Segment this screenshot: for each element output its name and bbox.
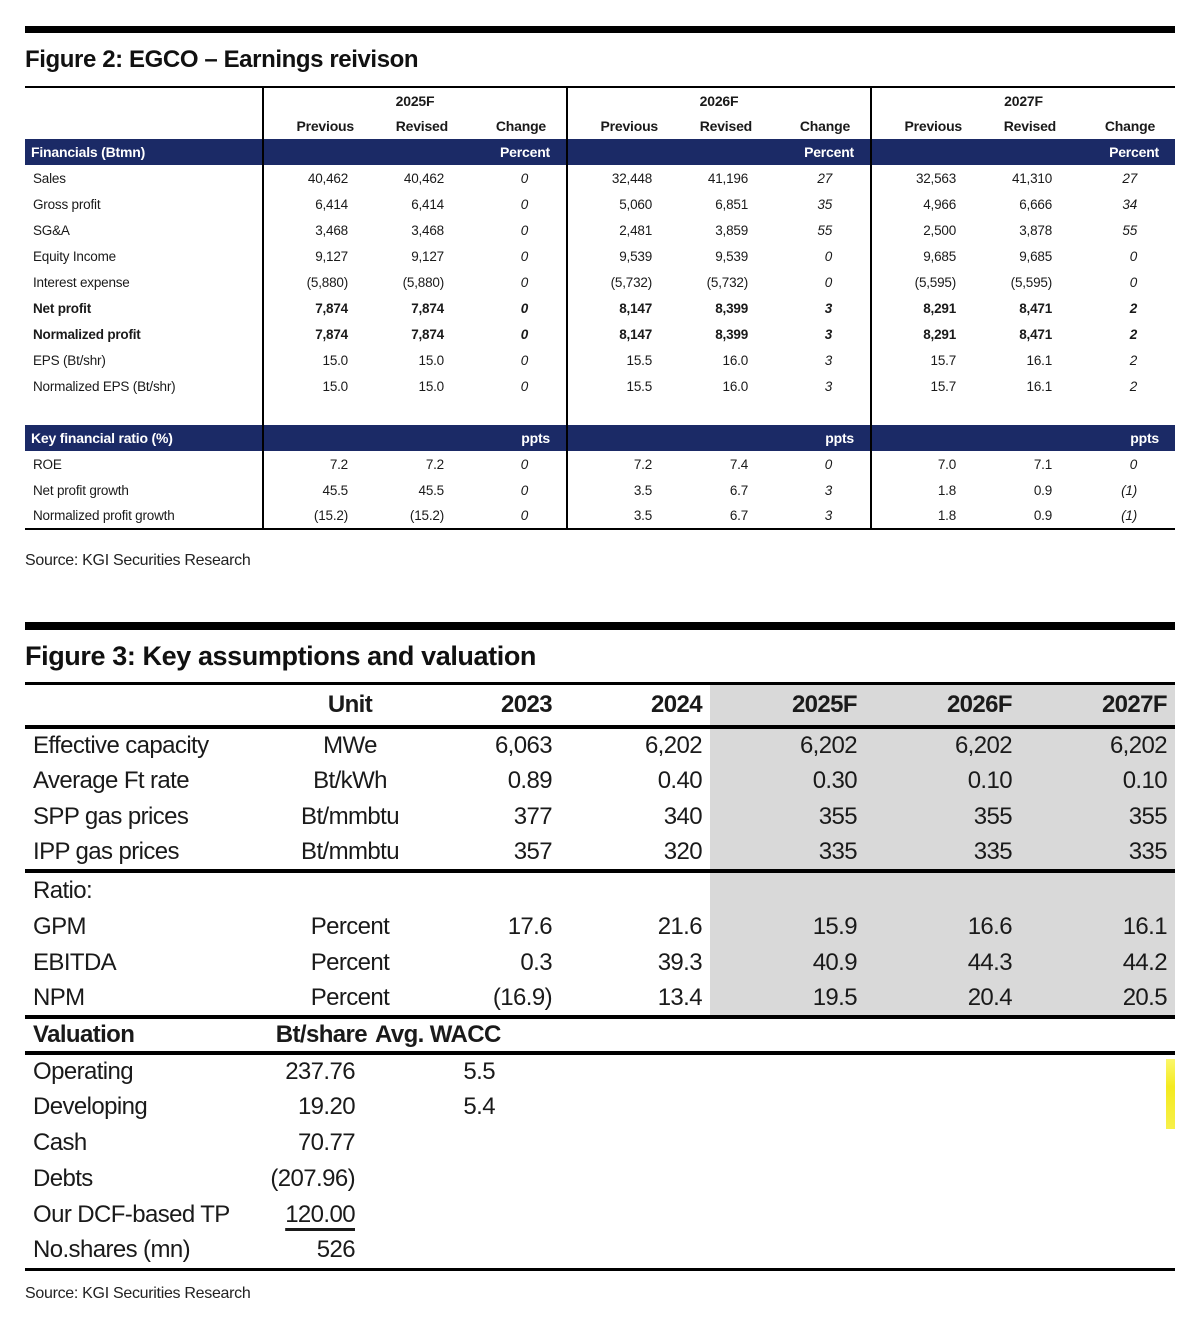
cell-revised: 7,874: [411, 300, 444, 316]
table-row: [25, 451, 1175, 477]
cell-change: 3: [824, 352, 833, 368]
table-row: [25, 1161, 1175, 1197]
row-label: Cash: [33, 1129, 87, 1156]
cell-2027f: [1020, 873, 1175, 909]
row-label: Developing: [33, 1093, 148, 1120]
cell-2025f: [710, 873, 865, 909]
cell-unit: Bt/mmbtu: [301, 803, 399, 830]
cell-previous: (5,595): [871, 269, 976, 295]
cell-2023: 0.89: [507, 767, 552, 794]
divider: [25, 622, 1175, 630]
band-unit: ppts: [871, 425, 1175, 451]
cell-change: 27: [1122, 170, 1138, 186]
table-row: [25, 945, 1175, 981]
cell-previous: 8,147: [567, 321, 672, 347]
cell-2024: 340: [663, 803, 702, 830]
table-row: [25, 191, 1175, 217]
figure3-source: Source: KGI Securities Research: [25, 1284, 251, 1302]
cell-previous: 15.0: [263, 373, 368, 399]
row-label: SG&A: [33, 222, 70, 238]
cell-wacc: [375, 1125, 505, 1161]
empty-cell: [871, 399, 1175, 425]
cell-change: 0: [520, 326, 529, 342]
cell-change: 0: [1129, 274, 1138, 290]
row-label: Normalized profit growth: [33, 508, 175, 523]
figure2-title: Figure 2: EGCO – Earnings reivison: [25, 46, 419, 73]
cell-2027f: 6,202: [1020, 727, 1175, 763]
table-row: [25, 799, 1175, 835]
cell-previous: 7,874: [263, 321, 368, 347]
cell-2027f: 20.5: [1020, 981, 1175, 1017]
table-row: [25, 477, 1175, 503]
cell-previous: 3.5: [567, 477, 672, 503]
cell-change: 55: [817, 222, 833, 238]
cell-btshare: 70.77: [297, 1129, 355, 1156]
table-row: [25, 217, 1175, 243]
cell-2027f: 355: [1020, 799, 1175, 835]
cell-unit: Percent: [310, 913, 390, 940]
cell-unit: Bt/mmbtu: [301, 838, 399, 865]
col-header-previous: Previous: [567, 113, 672, 139]
cell-revised: 0.9: [1033, 482, 1053, 498]
cell-change: (1): [1121, 482, 1138, 498]
cell-change: 2: [1129, 378, 1138, 394]
cell-change: 55: [1122, 222, 1138, 238]
cell-previous: 4,966: [871, 191, 976, 217]
row-label: Ratio:: [33, 877, 93, 904]
cell-change: 0: [520, 196, 529, 212]
cell-change: 0: [824, 274, 833, 290]
cell-revised: 7.2: [425, 456, 444, 472]
cell-revised: 6.7: [729, 508, 749, 523]
col-header-revised: Revised: [1003, 118, 1057, 134]
cell-change: 2: [1129, 352, 1138, 368]
col-header-revised: Revised: [395, 118, 448, 134]
table-row: [25, 243, 1175, 269]
band-unit: Percent: [871, 139, 1175, 165]
table-row: [25, 727, 1175, 763]
cell-previous: 45.5: [263, 477, 368, 503]
table-row: [25, 165, 1175, 191]
cell-previous: 15.0: [263, 347, 368, 373]
cell-revised: 8,399: [715, 326, 749, 342]
cell-2025f: 355: [710, 799, 865, 835]
table-row: [25, 1125, 1175, 1161]
cell-2023: (16.9): [492, 984, 552, 1011]
row-label: EBITDA: [33, 949, 117, 976]
cell-revised: 6.7: [729, 482, 749, 498]
highlight-marker: [1166, 1059, 1175, 1129]
empty-cell: [505, 1053, 1175, 1089]
cell-change: 27: [817, 170, 833, 186]
band-unit: Percent: [567, 139, 871, 165]
cell-revised: 7,874: [411, 326, 444, 342]
cell-revised: 0.9: [1033, 508, 1053, 523]
empty-cell: [25, 113, 263, 139]
year-header: 2027F: [871, 87, 1175, 113]
cell-previous: 9,685: [871, 243, 976, 269]
col-header-previous: Previous: [871, 113, 976, 139]
row-label: Average Ft rate: [33, 767, 189, 794]
cell-change: 3: [824, 300, 833, 316]
cell-previous: 32,448: [567, 165, 672, 191]
valuation-header-row: [25, 1019, 1175, 1053]
row-label: Net profit: [33, 300, 91, 316]
cell-revised: 6,666: [1019, 196, 1053, 212]
col-header-valuation: Valuation: [25, 1019, 265, 1053]
row-label: Debts: [33, 1165, 93, 1192]
table-row: [25, 269, 1175, 295]
cell-change: 0: [520, 352, 529, 368]
cell-btshare: 120.00: [285, 1201, 355, 1228]
cell-2026f: 16.6: [865, 909, 1020, 945]
cell-2026f: [865, 873, 1020, 909]
col-header-change: Change: [495, 118, 547, 134]
table-row: [25, 503, 1175, 529]
cell-2024: 21.6: [657, 913, 702, 940]
table-row: [25, 873, 1175, 909]
cell-change: 0: [520, 222, 529, 238]
table-row: [25, 295, 1175, 321]
year-header: 2025F: [263, 87, 567, 113]
table-row: [25, 1197, 1175, 1233]
year-header: 2026F: [567, 87, 871, 113]
empty-cell: [567, 399, 871, 425]
cell-change: 0: [824, 248, 833, 264]
row-label: EPS (Bt/shr): [33, 352, 106, 368]
row-label: Effective capacity: [33, 732, 209, 759]
cell-previous: (15.2): [263, 503, 368, 529]
figure2-section: [25, 26, 1175, 570]
cell-previous: 1.8: [871, 503, 976, 529]
band-label: Financials (Btmn): [31, 144, 146, 160]
col-header-revised: Revised: [699, 118, 753, 134]
cell-revised: 41,310: [1011, 170, 1053, 186]
col-header-2026f: 2026F: [865, 685, 1020, 727]
cell-revised: 3,468: [411, 222, 444, 238]
table-row: [25, 347, 1175, 373]
table-row: [25, 981, 1175, 1017]
cell-change: 2: [1129, 300, 1138, 316]
empty-cell: [263, 399, 567, 425]
cell-revised: (15.2): [409, 508, 444, 523]
cell-2024: [560, 873, 710, 909]
cell-previous: 15.5: [567, 347, 672, 373]
empty-cell: [25, 399, 263, 425]
cell-revised: 16.0: [722, 352, 749, 368]
band-unit: Percent: [263, 139, 567, 165]
cell-btshare: 526: [316, 1236, 355, 1264]
cell-revised: 41,196: [707, 170, 749, 186]
col-header-2023: 2023: [415, 685, 560, 727]
cell-btshare: 19.20: [297, 1093, 355, 1120]
cell-revised: 6,414: [411, 196, 444, 212]
cell-previous: 2,481: [567, 217, 672, 243]
cell-2023: 0.3: [520, 949, 552, 976]
cell-revised: (5,880): [402, 274, 444, 290]
empty-cell: [25, 87, 263, 113]
empty-cell: [505, 1197, 1175, 1233]
row-label: NPM: [33, 984, 85, 1011]
cell-btshare: 237.76: [285, 1058, 355, 1085]
cell-change: 3: [824, 482, 833, 498]
cell-previous: 15.7: [871, 373, 976, 399]
figure3-title: Figure 3: Key assumptions and valuation: [25, 641, 537, 671]
row-label: GPM: [33, 913, 86, 940]
cell-2026f: 6,202: [865, 727, 1020, 763]
cell-change: 2: [1129, 326, 1138, 342]
cell-revised: 9,539: [715, 248, 749, 264]
cell-2026f: 44.3: [865, 945, 1020, 981]
cell-previous: 6,414: [263, 191, 368, 217]
cell-wacc: [375, 1197, 505, 1233]
row-label: Interest expense: [33, 274, 130, 290]
table-row: [25, 835, 1175, 871]
cell-change: 35: [817, 196, 833, 212]
cell-change: 3: [824, 508, 833, 523]
cell-previous: (5,732): [567, 269, 672, 295]
cell-change: 0: [1129, 248, 1138, 264]
cell-change: 0: [520, 482, 529, 498]
band-unit: ppts: [567, 425, 871, 451]
cell-revised: 8,471: [1019, 300, 1053, 316]
cell-previous: 8,291: [871, 321, 976, 347]
cell-change: 0: [824, 456, 833, 472]
row-label: Our DCF-based TP: [33, 1201, 230, 1228]
cell-previous: 8,291: [871, 295, 976, 321]
table-row: [25, 1233, 1175, 1269]
band-unit: ppts: [263, 425, 567, 451]
cell-2023: 6,063: [494, 732, 552, 759]
cell-change: (1): [1121, 508, 1138, 523]
row-label: Gross profit: [33, 196, 101, 212]
year-header-row: [25, 87, 1175, 113]
cell-2026f: 335: [865, 835, 1020, 871]
empty-cell: [505, 1089, 1175, 1125]
spacer-row: [25, 399, 1175, 425]
cell-revised: 7.1: [1033, 456, 1053, 472]
cell-2027f: 44.2: [1020, 945, 1175, 981]
cell-previous: 5,060: [567, 191, 672, 217]
cell-previous: 7.0: [871, 451, 976, 477]
cell-2023: [415, 873, 560, 909]
cell-change: 3: [824, 378, 833, 394]
cell-wacc: 5.5: [463, 1058, 495, 1085]
cell-2024: 39.3: [657, 949, 702, 976]
row-label: Sales: [33, 170, 66, 186]
figure3-section: [25, 622, 1175, 1303]
cell-btshare: (207.96): [270, 1165, 355, 1192]
cell-revised: 6,851: [715, 196, 749, 212]
cell-2027f: 16.1: [1020, 909, 1175, 945]
cell-2025f: 0.30: [710, 763, 865, 799]
row-label: Normalized EPS (Bt/shr): [33, 378, 176, 394]
cell-change: 0: [520, 456, 529, 472]
cell-previous: 40,462: [263, 165, 368, 191]
cell-previous: 15.5: [567, 373, 672, 399]
cell-unit: MWe: [323, 732, 377, 759]
cell-wacc: [375, 1233, 505, 1269]
col-header-2024: 2024: [560, 685, 710, 727]
cell-revised: 45.5: [418, 482, 444, 498]
row-label: IPP gas prices: [33, 838, 179, 865]
table-row: [25, 373, 1175, 399]
cell-previous: 32,563: [871, 165, 976, 191]
col-header-btshare: Bt/share: [265, 1019, 375, 1053]
cell-previous: 2,500: [871, 217, 976, 243]
cell-revised: (5,595): [1010, 274, 1053, 290]
cell-revised: 3,878: [1019, 222, 1053, 238]
empty-cell: [505, 1161, 1175, 1197]
col-header-wacc: Avg. WACC: [375, 1019, 505, 1053]
cell-previous: (5,880): [263, 269, 368, 295]
row-label: ROE: [33, 456, 62, 472]
cell-change: 0: [520, 248, 529, 264]
cell-change: 0: [520, 300, 529, 316]
col-header-2027f: 2027F: [1020, 685, 1175, 727]
cell-revised: (5,732): [706, 274, 749, 290]
cell-2024: 320: [663, 838, 702, 865]
cell-change: 0: [520, 508, 529, 523]
cell-revised: 15.0: [418, 378, 444, 394]
cell-2023: 17.6: [507, 913, 552, 940]
cell-change: 0: [1129, 456, 1138, 472]
cell-revised: 9,127: [411, 248, 444, 264]
empty-cell: [505, 1125, 1175, 1161]
subheader-row: [25, 113, 1175, 139]
row-label: Equity Income: [33, 248, 116, 264]
ratio-table: [25, 873, 1175, 1019]
cell-change: 0: [520, 378, 529, 394]
cell-2024: 0.40: [657, 767, 702, 794]
cell-2027f: 335: [1020, 835, 1175, 871]
cell-revised: 40,462: [403, 170, 444, 186]
row-label: No.shares (mn): [33, 1236, 190, 1264]
cell-2024: 13.4: [657, 984, 702, 1011]
assumptions-header-row: [25, 685, 1175, 727]
cell-previous: 8,147: [567, 295, 672, 321]
section-band-financials: [25, 139, 1175, 165]
cell-revised: 16.1: [1026, 378, 1053, 394]
cell-revised: 8,471: [1019, 326, 1053, 342]
cell-2026f: 20.4: [865, 981, 1020, 1017]
cell-change: 34: [1122, 196, 1138, 212]
row-label: Net profit growth: [33, 482, 129, 498]
table-row: [25, 1089, 1175, 1125]
cell-revised: 9,685: [1019, 248, 1053, 264]
assumptions-table: [25, 685, 1175, 873]
table-row: [25, 909, 1175, 945]
cell-previous: 15.7: [871, 347, 976, 373]
empty-cell: [505, 1019, 1175, 1053]
cell-previous: 1.8: [871, 477, 976, 503]
cell-unit: Bt/kWh: [313, 767, 387, 794]
cell-revised: 15.0: [418, 352, 444, 368]
cell-unit: [285, 873, 415, 909]
row-label: Normalized profit: [33, 326, 141, 342]
cell-change: 0: [520, 170, 529, 186]
cell-2025f: 6,202: [710, 727, 865, 763]
table-row: [25, 321, 1175, 347]
col-header-change: Change: [1104, 118, 1156, 134]
cell-2025f: 15.9: [710, 909, 865, 945]
cell-wacc: 5.4: [463, 1093, 495, 1120]
cell-unit: Percent: [310, 949, 390, 976]
cell-2026f: 0.10: [865, 763, 1020, 799]
valuation-table: [25, 1019, 1175, 1271]
cell-previous: 9,539: [567, 243, 672, 269]
cell-revised: 16.1: [1026, 352, 1053, 368]
cell-2024: 6,202: [644, 732, 702, 759]
cell-revised: 3,859: [715, 222, 749, 238]
cell-previous: 7,874: [263, 295, 368, 321]
band-label: Key financial ratio (%): [31, 430, 173, 446]
table-row: [25, 1053, 1175, 1089]
cell-2023: 357: [513, 838, 552, 865]
col-header-2025f: 2025F: [710, 685, 865, 727]
cell-2026f: 355: [865, 799, 1020, 835]
cell-previous: 9,127: [263, 243, 368, 269]
cell-2025f: 40.9: [710, 945, 865, 981]
cell-change: 3: [824, 326, 833, 342]
col-header-change: Change: [799, 118, 851, 134]
col-header-unit: Unit: [285, 685, 415, 727]
cell-revised: 16.0: [722, 378, 749, 394]
cell-revised: 7.4: [729, 456, 749, 472]
cell-previous: 7.2: [263, 451, 368, 477]
cell-unit: Percent: [310, 984, 390, 1011]
table-row: [25, 763, 1175, 799]
cell-change: 0: [520, 274, 529, 290]
figure2-source: Source: KGI Securities Research: [25, 552, 251, 569]
cell-previous: 7.2: [567, 451, 672, 477]
cell-previous: 3.5: [567, 503, 672, 529]
cell-wacc: [375, 1161, 505, 1197]
col-header-previous: Previous: [263, 113, 368, 139]
empty-cell: [25, 685, 285, 727]
cell-2025f: 335: [710, 835, 865, 871]
cell-2027f: 0.10: [1020, 763, 1175, 799]
cell-revised: 8,399: [715, 300, 749, 316]
cell-2025f: 19.5: [710, 981, 865, 1017]
row-label: SPP gas prices: [33, 803, 189, 830]
earnings-revision-table: [25, 86, 1175, 530]
row-label: Operating: [33, 1058, 133, 1085]
divider: [25, 26, 1175, 33]
section-band-ratios: [25, 425, 1175, 451]
empty-cell: [505, 1233, 1175, 1269]
cell-previous: 3,468: [263, 217, 368, 243]
cell-2023: 377: [513, 803, 552, 830]
